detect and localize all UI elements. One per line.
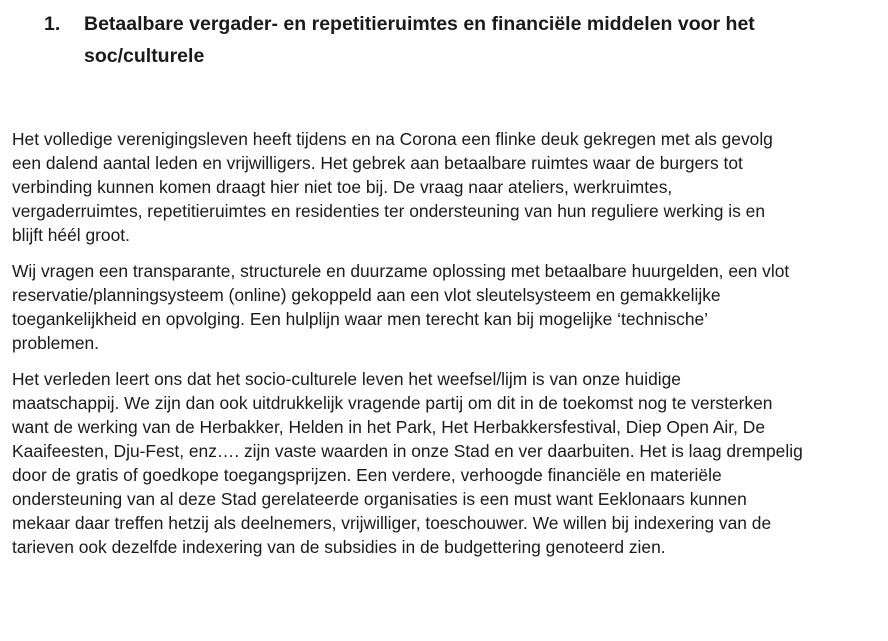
text-line: Wij vragen een transparante, structurele en duurzame oplossing met betaalbare huurgelden, een vlot [12,261,790,281]
text-line: verbinding kunnen komen draagt hier niet toe bij. De vraag naar ateliers, werkruimtes, [12,177,673,197]
text-line: mekaar daar treffen hetzij als deelnemers, vrijwilliger, toeschouwer. We willen bij indexering van de [12,513,772,533]
text-line: maatschappij. We zijn dan ook uitdrukkelijk vragende partij om dit in de toekomst nog te versterken [12,393,773,413]
text-line: Het volledige verenigingsleven heeft tijdens en na Corona een flinke deuk gekregen met als gevolg [12,129,773,149]
text-line: vergaderruimtes, repetitieruimtes en residenties ter ondersteuning van hun reguliere werking is en [12,201,766,221]
section-title-line: soc/culturele [84,45,205,67]
paragraph-support [12,367,878,559]
text-line: blijft héél groot. [12,225,130,245]
text-line: problemen. [12,333,100,353]
text-line: want de werking van de Herbakker, Helden in het Park, Het Herbakkersfestival, Diep Open Air, De [12,417,766,437]
paragraph-request [12,259,878,355]
section-number: 1. [44,13,61,35]
text-line: Kaaifeesten, Dju-Fest, enz…. zijn vaste waarden in onze Stad en ver daarbuiten. Het is laag drempelig [12,441,803,461]
text-line: een dalend aantal leden en vrijwilligers. Het gebrek aan betaalbare ruimtes waar de burgers tot [12,153,743,173]
section-heading [44,8,864,72]
text-line: reservatie/planningsysteem (online) gekoppeld aan een vlot sleutelsysteem en gemakkelijke [12,285,721,305]
paragraph-context [12,127,878,247]
body-text [12,127,878,571]
text-line: tarieven ook dezelfde indexering van de subsidies in de budgettering genoteerd zien. [12,537,666,557]
section-title [84,8,864,72]
text-line: Het verleden leert ons dat het socio-culturele leven het weefsel/lijm is van onze huidige [12,369,681,389]
text-line: toegankelijkheid en opvolging. Een hulplijn waar men terecht kan bij mogelijke ‘technische’ [12,309,709,329]
text-line: door de gratis of goedkope toegangsprijzen. Een verdere, verhoogde financiële en materiële [12,465,722,485]
section-title-line: Betaalbare vergader- en repetitieruimtes en financiële middelen voor het [84,13,755,35]
text-line: ondersteuning van al deze Stad gerelateerde organisaties is een must want Eeklonaars kunnen [12,489,747,509]
